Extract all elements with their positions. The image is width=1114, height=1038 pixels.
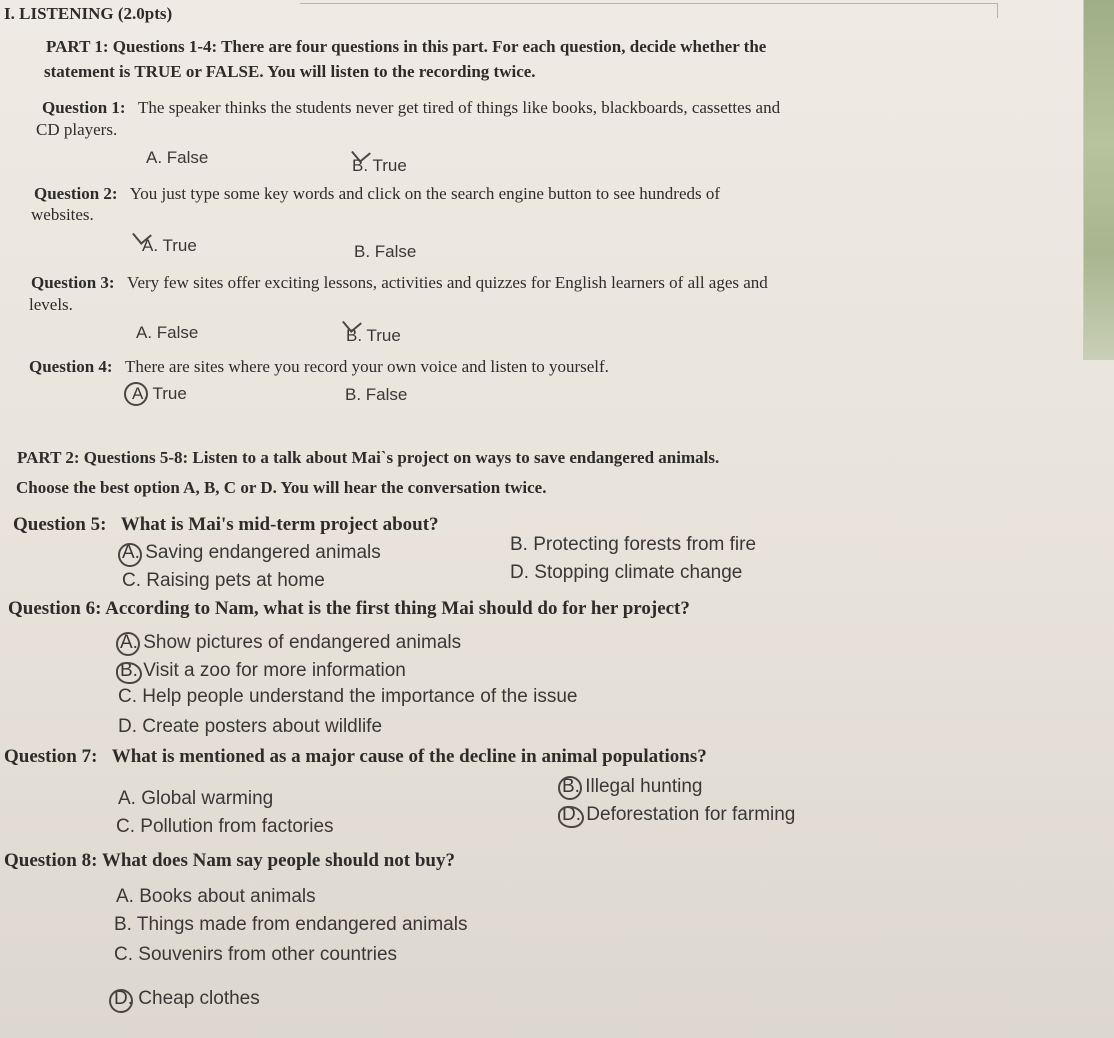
q3-option-b[interactable]: B. True bbox=[346, 326, 401, 345]
q6-option-d[interactable]: D. Create posters about wildlife bbox=[118, 716, 383, 737]
q3-option-a[interactable]: A. False bbox=[136, 323, 199, 342]
part2-instructions: PART 2: Questions 5-8: Listen to a talk about Mai`s project on ways to save endangered animals. bbox=[17, 448, 720, 467]
scribble-mark bbox=[558, 806, 584, 828]
question-label: Question 7: bbox=[4, 746, 98, 767]
question-label: Question 5: bbox=[13, 514, 107, 535]
question-1-continued: CD players. bbox=[36, 120, 118, 139]
q2-option-a[interactable]: A. True bbox=[142, 236, 197, 255]
question-3-continued: levels. bbox=[29, 295, 73, 314]
q8-option-a[interactable]: A. Books about animals bbox=[116, 886, 316, 907]
q5-option-d[interactable]: D. Stopping climate change bbox=[510, 562, 743, 583]
answer-circle bbox=[116, 632, 140, 656]
q7-option-a[interactable]: A. Global warming bbox=[118, 788, 274, 809]
part2-instructions-line2: Choose the best option A, B, C or D. You will hear the conversation twice. bbox=[16, 478, 547, 497]
q6-option-c[interactable]: C. Help people understand the importance of the issue bbox=[118, 686, 578, 707]
q8-option-c[interactable]: C. Souvenirs from other countries bbox=[114, 944, 398, 965]
q5-option-c[interactable]: C. Raising pets at home bbox=[122, 570, 325, 591]
question-6: Question 6: According to Nam, what is the first thing Mai should do for her project? bbox=[8, 598, 690, 619]
part1-instructions: PART 1: Questions 1-4: There are four questions in this part. For each question, decide whether the bbox=[46, 37, 767, 56]
header-rule bbox=[300, 3, 998, 4]
question-label: Question 3: bbox=[31, 273, 115, 292]
question-5 bbox=[13, 514, 439, 536]
question-4 bbox=[29, 357, 609, 377]
scribble-mark bbox=[116, 662, 142, 684]
question-2-continued: websites. bbox=[31, 205, 94, 224]
question-text: What is mentioned as a major cause of the decline in animal populations? bbox=[111, 746, 707, 767]
q6-option-a[interactable]: A. Show pictures of endangered animals bbox=[120, 632, 462, 653]
q4-option-b[interactable]: B. False bbox=[345, 385, 408, 404]
part1-instructions-line2: statement is TRUE or FALSE. You will listen to the recording twice. bbox=[44, 62, 536, 81]
question-7 bbox=[4, 746, 707, 768]
background-plant bbox=[1083, 0, 1114, 360]
question-label: Question 2: bbox=[34, 184, 118, 203]
question-2 bbox=[34, 184, 720, 204]
q7-option-d[interactable]: D. Deforestation for farming bbox=[562, 804, 796, 825]
q7-option-c[interactable]: C. Pollution from factories bbox=[116, 816, 334, 837]
answer-circle bbox=[124, 382, 148, 406]
q7-option-b[interactable]: B. Illegal hunting bbox=[562, 776, 703, 797]
question-text: There are sites where you record your own voice and listen to yourself. bbox=[125, 357, 609, 376]
q5-option-b[interactable]: B. Protecting forests from fire bbox=[510, 534, 757, 555]
q8-option-b[interactable]: B. Things made from endangered animals bbox=[114, 914, 468, 935]
question-text: What is Mai's mid-term project about? bbox=[120, 514, 439, 535]
q2-option-b[interactable]: B. False bbox=[354, 242, 417, 261]
q4-option-a[interactable]: A. True bbox=[132, 384, 187, 403]
question-8: Question 8: What does Nam say people should not buy? bbox=[4, 850, 455, 871]
question-text: Very few sites offer exciting lessons, activities and quizzes for English learners of all ages and bbox=[127, 273, 768, 292]
question-3 bbox=[31, 273, 768, 293]
question-text: The speaker thinks the students never get tired of things like books, blackboards, cassettes and bbox=[138, 98, 781, 117]
q8-option-d[interactable]: D. Cheap clothes bbox=[114, 988, 260, 1009]
question-1 bbox=[42, 98, 780, 118]
q6-option-b[interactable]: B. Visit a zoo for more information bbox=[120, 660, 406, 681]
question-label: Question 1: bbox=[42, 98, 126, 117]
q1-option-a[interactable]: A. False bbox=[146, 148, 209, 167]
q1-option-b[interactable]: B. True bbox=[352, 156, 407, 175]
answer-circle bbox=[558, 776, 582, 800]
section-title: I. LISTENING (2.0pts) bbox=[4, 4, 173, 23]
q5-option-a[interactable]: A. Saving endangered animals bbox=[122, 542, 381, 563]
question-label: Question 4: bbox=[29, 357, 113, 376]
answer-circle bbox=[109, 989, 133, 1013]
answer-circle bbox=[118, 543, 142, 567]
question-text: You just type some key words and click on the search engine button to see hundreds of bbox=[129, 184, 721, 203]
